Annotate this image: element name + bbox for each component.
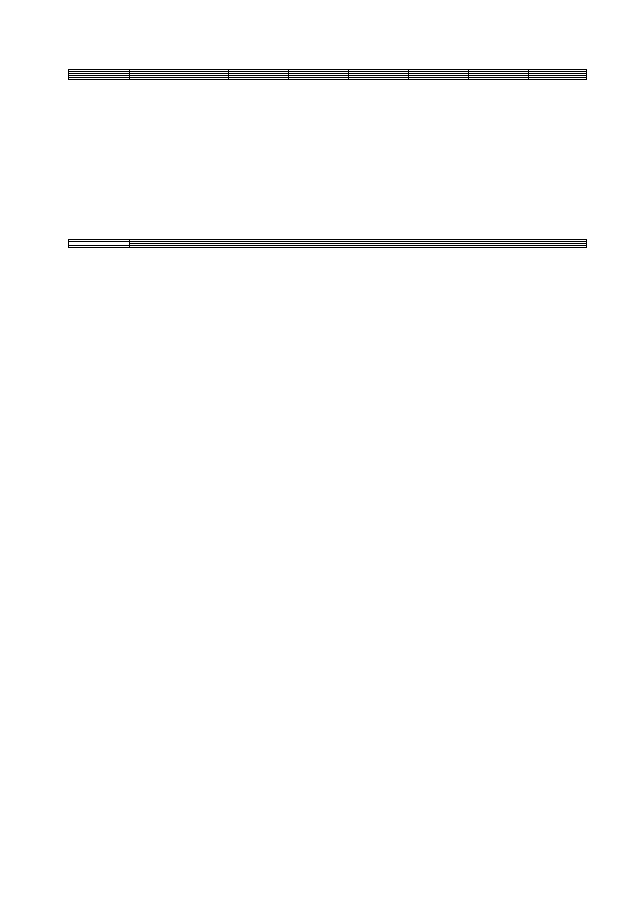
empty-cell xyxy=(349,78,409,80)
value-cell xyxy=(229,78,289,80)
empty-cell xyxy=(469,78,529,80)
tariff-table-141 xyxy=(68,69,587,80)
row-number xyxy=(69,246,130,248)
period-cell xyxy=(130,78,229,80)
one-rate-label xyxy=(130,246,587,248)
empty-cell xyxy=(409,78,469,80)
table-row xyxy=(69,78,587,80)
tariff-table-142 xyxy=(68,239,587,248)
empty-cell xyxy=(289,78,349,80)
row-number xyxy=(69,78,130,80)
empty-cell xyxy=(529,78,587,80)
one-rate-row xyxy=(69,246,587,248)
